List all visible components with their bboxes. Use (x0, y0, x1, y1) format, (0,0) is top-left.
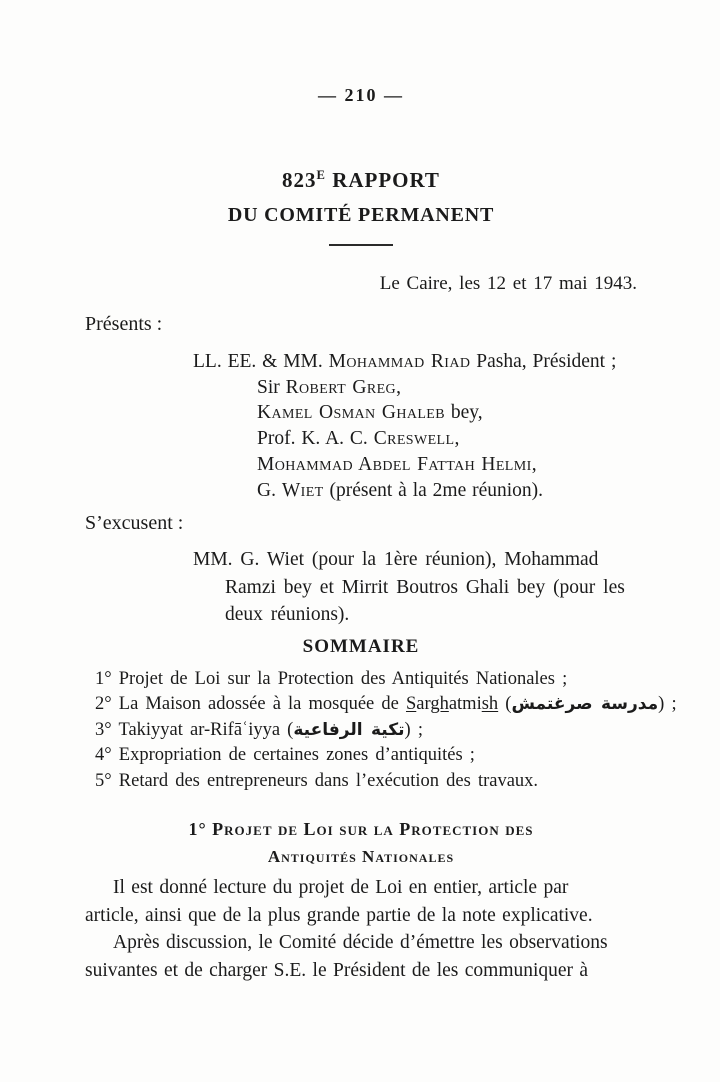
sommaire-item (95, 667, 637, 693)
sommaire-item (95, 743, 637, 769)
body-line (85, 929, 637, 957)
text-segment: (présent à la 2me réunion). (323, 479, 544, 501)
sommaire-title: SOMMAIRE (302, 635, 420, 657)
text-segment: Wiet (281, 479, 324, 501)
section-heading (85, 816, 637, 870)
text-segment: atmi (448, 694, 482, 715)
dateline: Le Caire, les 12 et 17 mai 1943. (379, 273, 637, 294)
text-segment: Pasha, Président ; (470, 351, 617, 372)
body-line (85, 957, 637, 985)
page-number: — 210 — (318, 85, 404, 105)
sommaire-list (85, 667, 677, 795)
body-text (85, 874, 637, 984)
text-segment: G. (257, 479, 282, 501)
excused-list (85, 546, 637, 629)
text-segment: Kamel Osman Ghaleb (257, 402, 445, 424)
text-segment: 3° Takiyyat ar-Rifāʿiyya ( (95, 719, 294, 740)
presents-label: Présents : (85, 313, 163, 335)
text-segment: , (531, 453, 537, 475)
text-segment: ar (416, 694, 431, 715)
attendees-list (85, 349, 637, 503)
text-segment: Mohammad Abdel Fattah Helmi (257, 453, 532, 475)
text-segment: , (396, 376, 401, 398)
attendee-line (193, 478, 637, 504)
text-segment: E (316, 168, 326, 182)
text-segment: suivantes et de charger S.E. le Président de les communiquer à (85, 959, 589, 981)
sommaire-item (95, 718, 637, 744)
text-segment: Creswell (373, 428, 455, 450)
text-segment: 2° La Maison adossée à la mosquée de (95, 694, 406, 715)
text-segment: ) ; (404, 719, 423, 740)
text-segment: S (405, 694, 417, 715)
excused-label: S’excusent : (85, 512, 184, 535)
text-segment: deux réunions). (225, 604, 350, 626)
title-rule (329, 244, 393, 246)
text-segment: Ramzi bey et Mirrit Boutros Ghali bey (pour les (225, 576, 625, 598)
text-segment: ) ; (658, 694, 677, 715)
sommaire-item (95, 692, 677, 718)
text-segment: Sir (257, 376, 286, 398)
excused-line (193, 601, 637, 629)
attendee-line (193, 452, 637, 478)
text-segment: , (454, 428, 460, 450)
section-heading-line1: 1° Projet de Loi sur la Protection des (188, 819, 534, 840)
text-segment: article, ainsi que de la plus grande partie de la note explicative. (85, 904, 593, 926)
text-segment: gh (430, 694, 449, 715)
attendee-line (193, 426, 637, 452)
text-segment: sh (481, 694, 499, 715)
text-segment: Robert Greg (285, 376, 397, 398)
arabic-text: مدرسة صرغتمش (511, 694, 659, 715)
text-segment: Il est donné lecture du projet de Loi en entier, article par (113, 877, 569, 899)
attendee-line (193, 349, 637, 375)
text-segment: LL. EE. & MM. (193, 351, 329, 372)
attendee-line (193, 375, 637, 401)
text-segment: ( (498, 694, 512, 715)
report-subtitle: DU COMITÉ PERMANENT (227, 204, 495, 226)
text-segment: MM. G. Wiet (pour la 1ère réunion), Mohammad (193, 549, 599, 571)
arabic-text: تكية الرفاعية (293, 719, 405, 740)
excused-line (193, 546, 637, 574)
text-segment: 1° Projet de Loi sur la Protection des Antiquités Nationales ; (95, 668, 568, 689)
text-segment: Prof. K. A. C. (257, 428, 374, 450)
body-line (85, 874, 637, 902)
excused-line (193, 574, 637, 602)
text-segment: Après discussion, le Comité décide d’émettre les observations (113, 932, 608, 954)
text-segment: 4° Expropriation de certaines zones d’antiquités ; (95, 745, 475, 766)
text-segment: RAPPORT (325, 168, 440, 192)
report-title (85, 162, 637, 193)
text-segment: 823 (282, 168, 317, 192)
text-segment: Mohammad Riad (328, 351, 471, 372)
section-heading-line2: Antiquités Nationales (267, 847, 455, 867)
body-line (85, 902, 637, 930)
text-segment: 5° Retard des entrepreneurs dans l’exécution des travaux. (95, 770, 539, 791)
text-segment: bey, (444, 402, 483, 424)
attendee-line (193, 400, 637, 426)
sommaire-item (95, 769, 637, 795)
